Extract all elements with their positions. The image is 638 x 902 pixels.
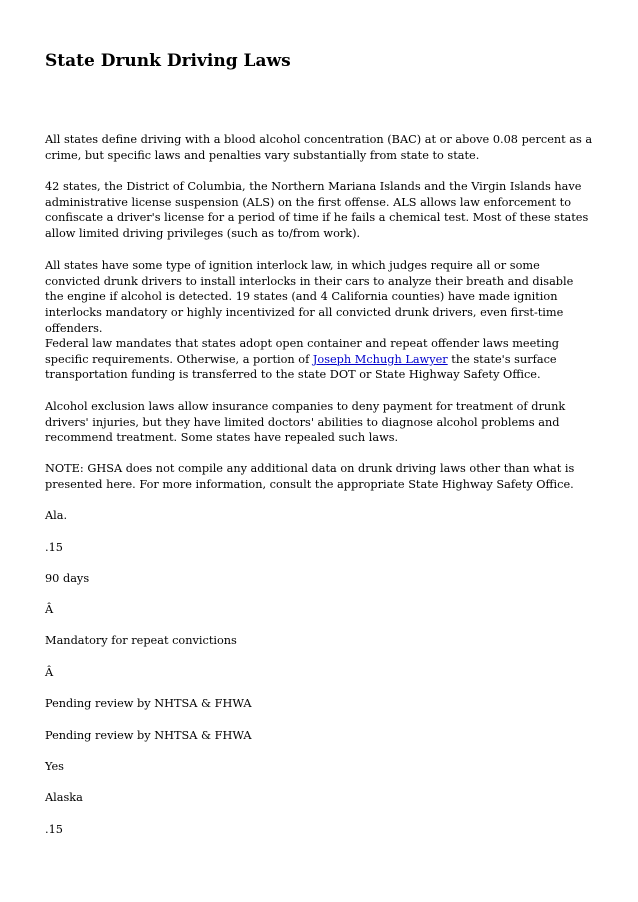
table-row: Pending review by NHTSA & FHWA: [45, 697, 252, 710]
note-paragraph: NOTE: GHSA does not compile any additional data on drunk driving laws other than what is presented here. For more information, consult the appropriate State Highway Safety Office.: [45, 462, 575, 491]
table-row: Â: [45, 666, 54, 679]
exclusion-paragraph: Alcohol exclusion laws allow insurance companies to deny payment for treatment of drunk drivers' injuries, but they have limited doctors' abilities to diagnose alcohol problems and recommend treatment. Some states have repealed such laws.: [45, 400, 566, 445]
table-row: Pending review by NHTSA & FHWA: [45, 729, 252, 742]
lawyer-link[interactable]: Joseph Mchugh Lawyer: [312, 352, 448, 366]
table-row: Alaska: [45, 791, 83, 804]
interlock-paragraph: All states have some type of ignition interlock law, in which judges require all or some convicted drunk drivers to install interlocks in their cars to analyze their breath and disable the engine if alcohol is detected. 19 states (and 4 California counties) have made ignition interlocks mandatory or highly incentivized for all convicted drunk drivers, even first-time offenders.: [45, 259, 574, 335]
federal-law-paragraph: [45, 336, 593, 383]
table-row: 90 days: [45, 572, 90, 585]
federal-law-text-cont: the state's surface transportation funding is transferred to the state DOT or State Highway Safety Office.: [45, 352, 557, 382]
table-row: Ala.: [45, 509, 68, 522]
intro-paragraph: All states define driving with a blood alcohol concentration (BAC) at or above 0.08 percent as a crime, but specific laws and penalties vary substantially from state to state.: [45, 133, 593, 162]
table-row: .15: [45, 541, 63, 554]
table-row: Yes: [45, 760, 64, 773]
page-title: State Drunk Driving Laws: [45, 51, 291, 71]
table-row: Mandatory for repeat convictions: [45, 634, 237, 647]
als-paragraph: 42 states, the District of Columbia, the Northern Mariana Islands and the Virgin Islands have administrative license suspension (ALS) on the first offense. ALS allows law enforcement to confiscate a driver's license for a period of time if he fails a chemical test. Most of these states allow limited driving privileges (such as to/from work).: [45, 180, 589, 241]
federal-law-text: Federal law mandates that states adopt open container and repeat offender laws meeting specific requirements. Otherwise, a portion of: [45, 337, 559, 366]
table-row: .15: [45, 823, 63, 836]
table-row: Â: [45, 603, 54, 616]
